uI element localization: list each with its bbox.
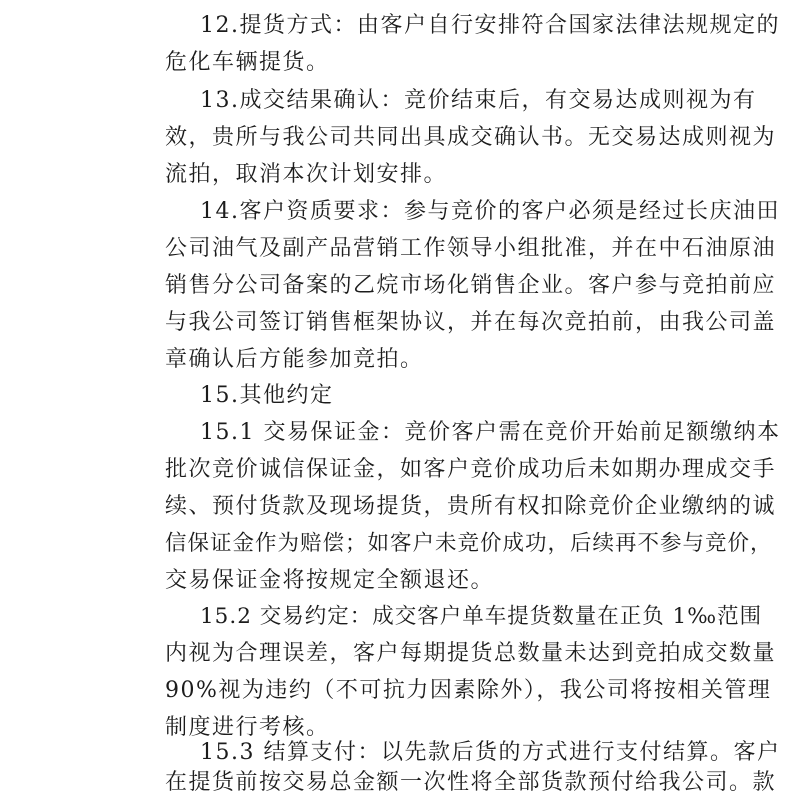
paragraph-15-1-line-4: 信保证金作为赔偿；如客户未竞价成功，后续再不参与竞价， <box>165 531 773 556</box>
heading-15: 15.其他约定 <box>200 383 334 408</box>
paragraph-15-1-line-3: 续、预付货款及现场提货，贵所有权扣除竞价企业缴纳的诚 <box>165 494 777 519</box>
paragraph-13-line-2: 效，贵所与我公司共同出具成交确认书。无交易达成则视为 <box>165 125 777 150</box>
paragraph-15-1-line-1: 15.1 交易保证金：竞价客户需在竞价开始前足额缴纳本 <box>200 420 781 445</box>
paragraph-14-line-3: 销售分公司备案的乙烷市场化销售企业。客户参与竞拍前应 <box>165 273 777 298</box>
paragraph-15-2-line-2: 内视为合理误差，客户每期提货总数量未达到竞拍成交数量 <box>165 641 777 666</box>
paragraph-12-line-2: 危化车辆提货。 <box>165 50 330 75</box>
paragraph-15-3-line-1: 15.3 结算支付：以先款后货的方式进行支付结算。客户 <box>200 740 781 765</box>
paragraph-14-line-2: 公司油气及副产品营销工作领导小组批准，并在中石油原油 <box>165 236 777 261</box>
paragraph-13-line-1: 13.成交结果确认：竞价结束后，有交易达成则视为有 <box>200 88 757 113</box>
paragraph-15-1-line-2: 批次竞价诚信保证金，如客户竞价成功后未如期办理成交手 <box>165 457 777 482</box>
paragraph-14-line-1: 14.客户资质要求：参与竞价的客户必须是经过长庆油田 <box>200 199 780 224</box>
paragraph-14-line-5: 章确认后方能参加竞拍。 <box>165 347 424 372</box>
paragraph-12-line-1: 12.提货方式：由客户自行安排符合国家法律法规规定的 <box>200 13 780 38</box>
paragraph-15-2-line-4: 制度进行考核。 <box>165 715 330 740</box>
paragraph-15-2-line-3: 90%视为违约（不可抗力因素除外），我公司将按相关管理 <box>165 678 772 703</box>
paragraph-15-1-line-5: 交易保证金将按规定全额退还。 <box>165 568 495 593</box>
paragraph-15-3-line-2: 在提货前按交易总金额一次性将全部货款预付给我公司。款 <box>165 770 777 795</box>
paragraph-13-line-3: 流拍，取消本次计划安排。 <box>165 162 448 187</box>
paragraph-14-line-4: 与我公司签订销售框架协议，并在每次竞拍前，由我公司盖 <box>165 310 777 335</box>
paragraph-15-2-line-1: 15.2 交易约定：成交客户单车提货数量在正负 1‰范围 <box>200 604 763 629</box>
